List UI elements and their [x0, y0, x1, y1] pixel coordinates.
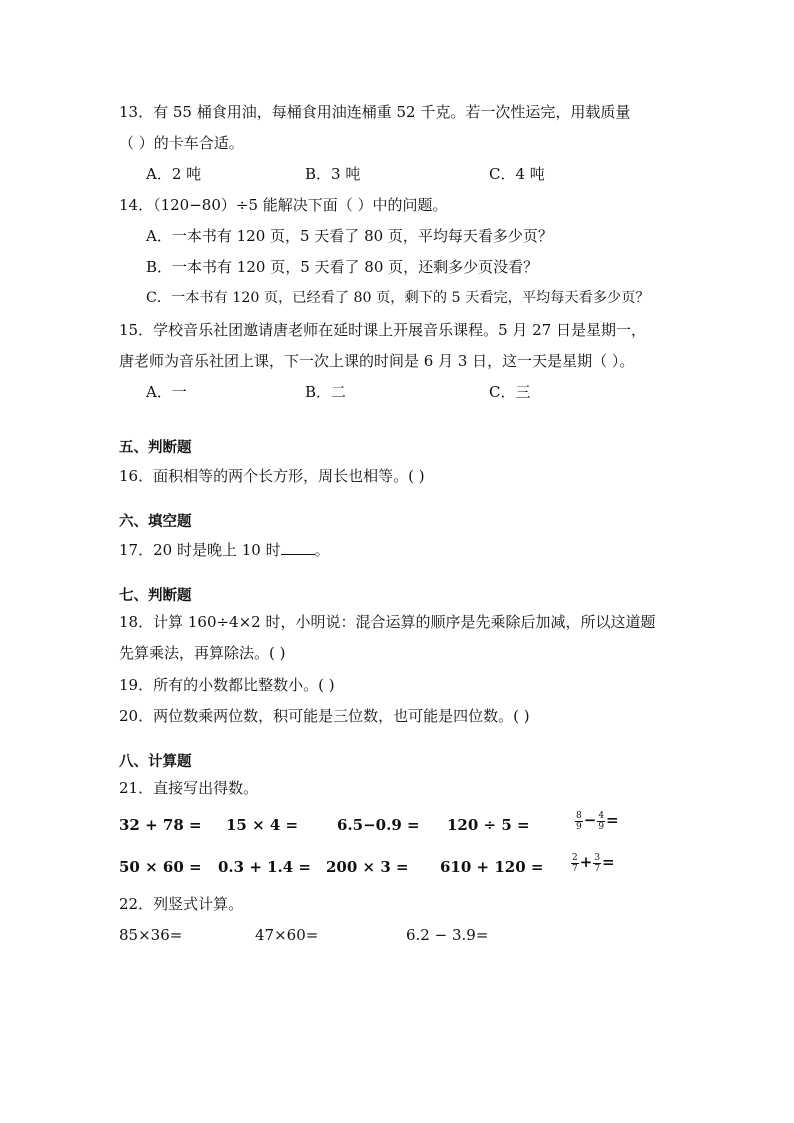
q17-end: 。: [314, 541, 330, 559]
q22-item: 6.2 − 3.9=: [406, 926, 489, 944]
denominator: 7: [572, 863, 578, 874]
q15-option-a: A．一: [146, 383, 187, 401]
q18-line2: 先算乘法，再算除法。( ): [119, 644, 286, 662]
q13-line1: 13．有 55 桶食用油，每桶食用油连桶重 52 千克。若一次性运完，用载质量: [119, 103, 631, 121]
section-5-title: 五、判断题: [119, 440, 192, 456]
numerator: 3: [594, 852, 601, 863]
equals-sign: =: [602, 853, 615, 871]
section-7-title: 七、判断题: [119, 588, 192, 604]
q21-fraction-expr: [574, 810, 619, 832]
q21-stem: 21．直接写出得数。: [119, 779, 259, 797]
fraction: [571, 853, 579, 874]
q21-fraction-expr: [570, 852, 615, 874]
q22-item: 85×36=: [119, 926, 183, 944]
question-20: 20．两位数乘两位数，积可能是三位数，也可能是四位数。( ): [119, 707, 530, 725]
q22-stem: 22．列竖式计算。: [119, 895, 244, 913]
q21-expr: 0.3 + 1.4 =: [218, 858, 311, 876]
q14-stem: 14．（120−80）÷5 能解决下面（ ）中的问题。: [119, 196, 448, 214]
q15-line1: 15．学校音乐社团邀请唐老师在延时课上开展音乐课程。5 月 27 日是星期一，: [119, 321, 647, 339]
q21-expr: 32 + 78 =: [119, 816, 202, 834]
question-17: [119, 540, 330, 560]
q14-option-a: A．一本书有 120 页，5 天看了 80 页，平均每天看多少页？: [146, 227, 553, 245]
section-8-title: 八、计算题: [119, 754, 192, 770]
fraction: [597, 811, 605, 832]
question-19: 19．所有的小数都比整数小。( ): [119, 676, 335, 694]
q13-option-b: B．3 吨: [305, 165, 361, 183]
q13-option-c: C．4 吨: [489, 165, 545, 183]
q14-option-b: B．一本书有 120 页，5 天看了 80 页，还剩多少页没看？: [146, 258, 539, 276]
q21-expr: 6.5−0.9 =: [337, 816, 420, 834]
plus-sign: +: [579, 853, 593, 871]
fraction: [593, 853, 601, 874]
numerator: 2: [572, 852, 578, 863]
q17-text: 17．20 时是晚上 10 时: [119, 541, 281, 559]
q21-expr: 200 × 3 =: [326, 858, 409, 876]
q21-expr: 610 + 120 =: [440, 858, 544, 876]
q17-answer-blank[interactable]: [281, 540, 315, 555]
q13-option-a: A．2 吨: [146, 165, 202, 183]
question-16: 16．面积相等的两个长方形，周长也相等。( ): [119, 467, 425, 485]
q13-line2: （ ）的卡车合适。: [119, 134, 244, 152]
q15-option-b: B．二: [305, 383, 347, 401]
q18-line1: 18．计算 160÷4×2 时，小明说：混合运算的顺序是先乘除后加减，所以这道题: [119, 613, 656, 631]
q15-option-c: C．三: [489, 383, 531, 401]
q21-expr: 120 ÷ 5 =: [447, 816, 530, 834]
q15-line2: 唐老师为音乐社团上课，下一次上课的时间是 6 月 3 日，这一天是星期（ ）。: [119, 352, 635, 370]
section-6-title: 六、填空题: [119, 514, 192, 530]
q21-expr: 50 × 60 =: [119, 858, 202, 876]
q22-item: 47×60=: [255, 926, 319, 944]
numerator: 4: [598, 810, 605, 821]
denominator: 9: [576, 821, 582, 832]
q21-expr: 15 × 4 =: [226, 816, 299, 834]
denominator: 7: [594, 863, 601, 874]
denominator: 9: [598, 821, 605, 832]
equals-sign: =: [606, 811, 619, 829]
fraction: [575, 811, 583, 832]
numerator: 8: [576, 810, 582, 821]
minus-sign: −: [583, 811, 597, 829]
q14-option-c: C．一本书有 120 页，已经看了 80 页，剩下的 5 天看完，平均每天看多少页？: [146, 290, 650, 306]
